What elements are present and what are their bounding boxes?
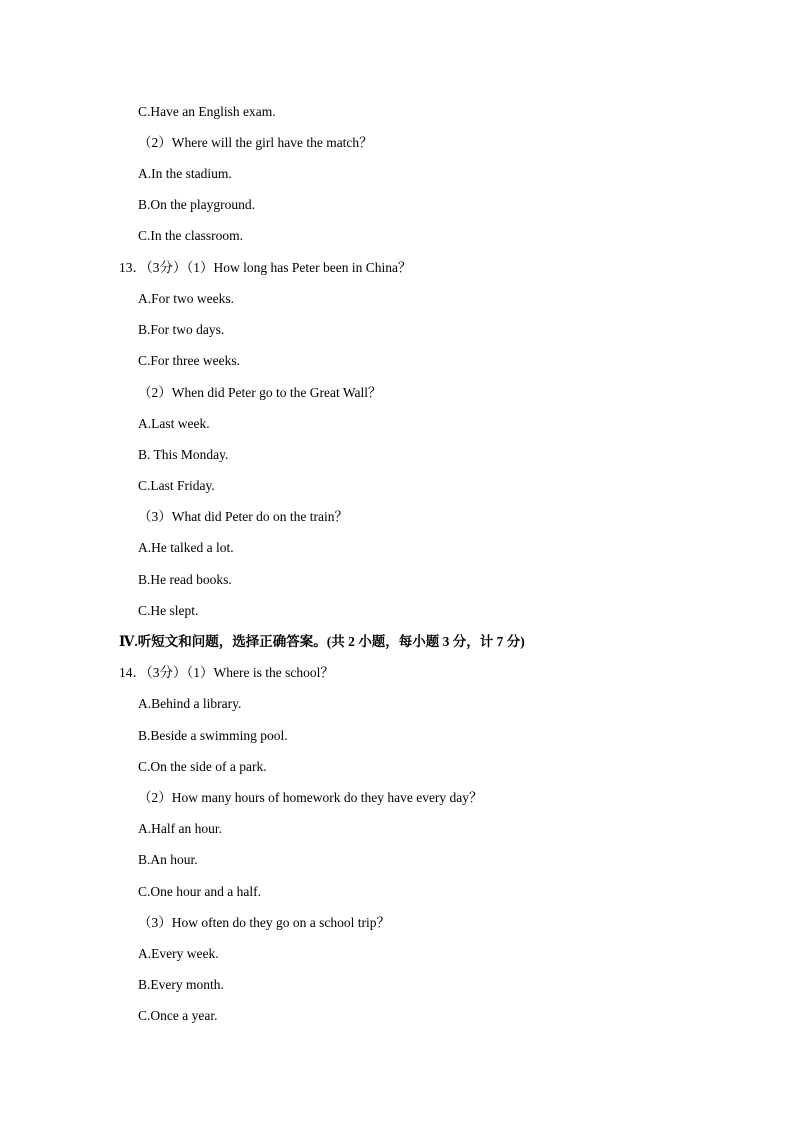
option-a: A.Last week. [138, 416, 210, 431]
sub-question: （3）How often do they go on a school trip？ [138, 915, 390, 930]
option-c: C.Once a year. [138, 1008, 218, 1023]
option-b: B. This Monday. [138, 447, 229, 462]
option-c: C.Last Friday. [138, 478, 215, 493]
option-c: C.He slept. [138, 603, 199, 618]
option-a: A.For two weeks. [138, 291, 234, 306]
option-a: A.He talked a lot. [138, 540, 234, 555]
sub-question: （2）When did Peter go to the Great Wall？ [138, 385, 382, 400]
sub-question: （3）What did Peter do on the train？ [138, 509, 348, 524]
option-b: B.Every month. [138, 977, 224, 992]
question-13: 13．（3分）（1）How long has Peter been in China？ [119, 260, 412, 275]
option-b: B.On the playground. [138, 197, 255, 212]
sub-question: （2）Where will the girl have the match？ [138, 135, 373, 150]
option-b: B.He read books. [138, 572, 232, 587]
option-a: A.Every week. [138, 946, 219, 961]
option-c: C.For three weeks. [138, 353, 240, 368]
option-c: C.In the classroom. [138, 228, 243, 243]
option-a: A.Half an hour. [138, 821, 222, 836]
option-a: A.Behind a library. [138, 696, 242, 711]
option-b: B.An hour. [138, 852, 198, 867]
question-14: 14．（3分）（1）Where is the school？ [119, 665, 334, 680]
option-b: B.For two days. [138, 322, 225, 337]
option-c: C.Have an English exam. [138, 104, 276, 119]
option-c: C.On the side of a park. [138, 759, 267, 774]
option-b: B.Beside a swimming pool. [138, 728, 288, 743]
option-a: A.In the stadium. [138, 166, 232, 181]
sub-question: （2）How many hours of homework do they have every day？ [138, 790, 483, 805]
section-heading: Ⅳ.听短文和问题，选择正确答案。(共 2 小题，每小题 3 分，计 7 分) [119, 634, 525, 649]
option-c: C.One hour and a half. [138, 884, 261, 899]
